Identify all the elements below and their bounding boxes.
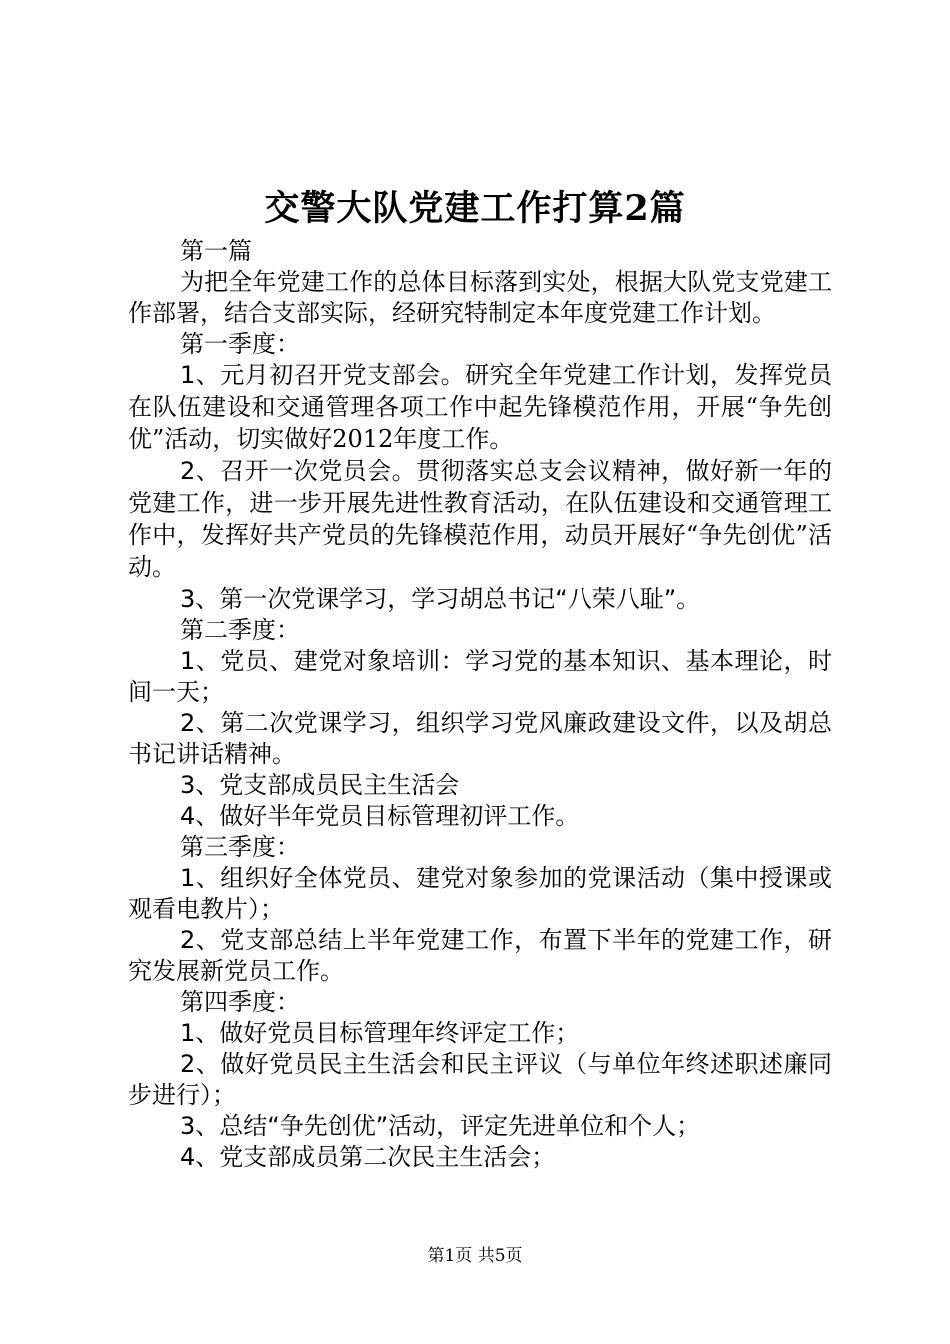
q1-item-1-rest: 研究全年党建工作计划，发挥党员在队伍建设和交通管理各项工作中起先锋模范作用，开展“争先创优”活动，切实做好2012年度工作。 [128, 361, 832, 453]
section-heading: 第一篇 [180, 237, 252, 265]
q4-item-4: 4、党支部成员第二次民主生活会； [180, 1143, 556, 1171]
q1-item-2 [128, 456, 832, 584]
page-footer: 第1页 共5页 [427, 1246, 523, 1266]
q3-item-1: 1、组织好全体党员、建党对象参加的党课活动（集中授课或观看电教片）； [128, 864, 832, 923]
q1-item-2-lead: 2、召开一次党员会。 [180, 457, 417, 485]
intro-paragraph: 为把全年党建工作的总体目标落到实处，根据大队党支党建工作部署，结合支部实际，经研究特制定本年度党建工作计划。 [128, 268, 832, 327]
q1-item-2-rest: 贯彻落实总支会议精神，做好新一年的党建工作，进一步开展先进性教育活动，在队伍建设和交通管理工作中，发挥好共产党员的先锋模范作用，动员开展好“争先创优”活动。 [128, 457, 832, 581]
document-body [128, 236, 832, 1173]
document-title: 交警大队党建工作打算2篇 [264, 188, 686, 229]
q4-item-2: 2、做好党员民主生活会和民主评议（与单位年终述职述廉同步进行）； [128, 1050, 832, 1109]
q2-item-1: 1、党员、建党对象培训：学习党的基本知识、基本理论，时间一天； [128, 647, 832, 706]
q1-item-3: 3、第一次党课学习，学习胡总书记“八荣八耻”。 [180, 585, 701, 613]
q3-heading: 第三季度： [180, 833, 300, 861]
q1-item-1-lead: 1、元月初召开党支部会。 [180, 361, 466, 389]
q4-heading: 第四季度： [180, 988, 300, 1016]
q4-item-3: 3、总结“争先创优”活动，评定先进单位和个人； [180, 1112, 701, 1140]
q2-heading: 第二季度： [180, 616, 300, 644]
q3-item-2: 2、党支部总结上半年党建工作，布置下半年的党建工作，研究发展新党员工作。 [128, 926, 832, 985]
q2-item-3: 3、党支部成员民主生活会 [180, 771, 460, 799]
q4-item-1: 1、做好党员目标管理年终评定工作； [180, 1019, 580, 1047]
q1-heading: 第一季度： [180, 330, 300, 358]
q2-item-4: 4、做好半年党员目标管理初评工作。 [180, 802, 580, 830]
q2-item-2: 2、第二次党课学习，组织学习党风廉政建设文件，以及胡总书记讲话精神。 [128, 709, 832, 768]
q1-item-1 [128, 360, 832, 456]
